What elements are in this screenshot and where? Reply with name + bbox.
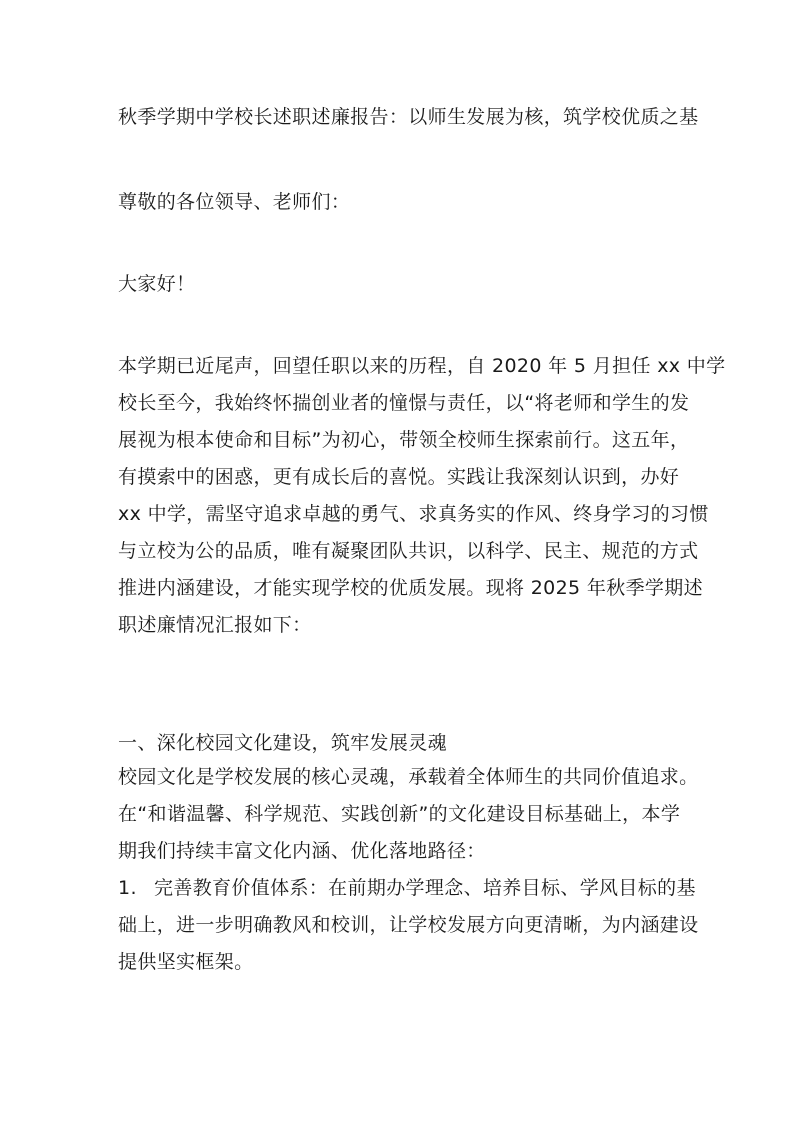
list-number: 1.: [118, 877, 137, 899]
intro-line: 校长至今，我始终怀揣创业者的憧憬与责任，以“将老师和学生的发: [118, 392, 690, 414]
salutation: 尊敬的各位领导、老师们：: [118, 191, 351, 213]
list-item-line: 提供坚实框架。: [118, 951, 254, 973]
intro-line: 推进内涵建设，才能实现学校的优质发展。现将 2025 年秋季学期述: [118, 577, 703, 599]
intro-line: xx 中学，需坚守追求卓越的勇气、求真务实的作风、终身学习的习惯: [118, 503, 709, 525]
intro-line: 展视为根本使命和目标”为初心，带领全校师生探索前行。这五年，: [118, 429, 690, 451]
list-item-text: 完善教育价值体系：在前期办学理念、培养目标、学风目标的基: [154, 877, 696, 899]
section-heading: 一、深化校园文化建设，筑牢发展灵魂: [118, 732, 447, 754]
list-item-line: 础上，进一步明确教风和校训，让学校发展方向更清晰，为内涵建设: [118, 914, 699, 936]
intro-line: 有摸索中的困惑，更有成长后的喜悦。实践让我深刻认识到，办好: [118, 466, 680, 488]
greeting: 大家好！: [118, 273, 196, 295]
document-title: 秋季学期中学校长述职述廉报告：以师生发展为核，筑学校优质之基: [118, 106, 699, 128]
intro-line: 本学期已近尾声，回望任职以来的历程，自 2020 年 5 月担任 xx 中学: [118, 355, 726, 377]
intro-line: 职述廉情况汇报如下：: [118, 614, 312, 636]
intro-line: 与立校为公的品质，唯有凝聚团队共识，以科学、民主、规范的方式: [118, 540, 699, 562]
section-line: 期我们持续丰富文化内涵、优化落地路径：: [118, 840, 486, 862]
section-line: 校园文化是学校发展的核心灵魂，承载着全体师生的共同价值追求。: [118, 766, 699, 788]
section-line: 在“和谐温馨、科学规范、实践创新”的文化建设目标基础上，本学: [118, 803, 681, 825]
